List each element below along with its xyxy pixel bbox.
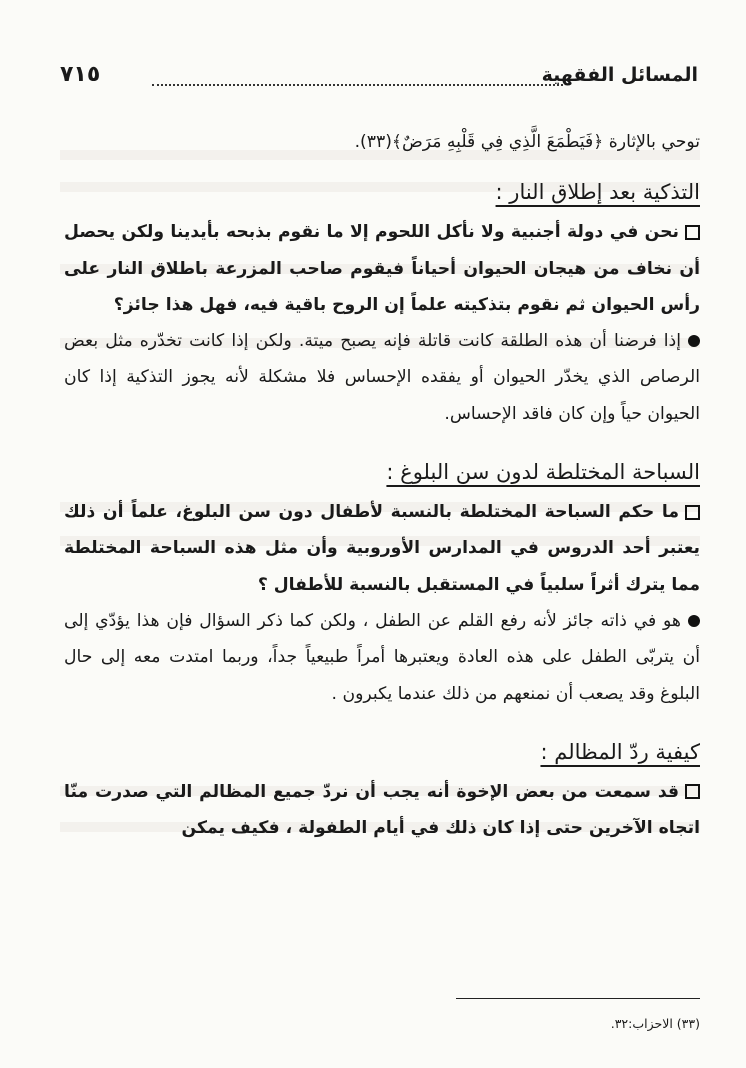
answer-paragraph: إذا فرضنا أن هذه الطلقة كانت قاتلة فإنه يصبح ميتة. ولكن إذا كانت تخدّره مثل بعض الرصاص الذي يخدّر الحيوان أو يفقده الإحساس فلا مشكلة لأنه يجوز التذكية إذا كان الحيوان حياً وإن كان فاقد الإحساس. [64, 331, 700, 424]
square-bullet-icon [685, 225, 700, 240]
page-header [60, 62, 698, 96]
section-heading: كيفية ردّ المظالم : [540, 739, 700, 764]
footnote: (٣٣) الاحزاب:٣٢. [610, 1016, 700, 1031]
square-bullet-icon [685, 784, 700, 799]
dotted-leader [152, 84, 563, 86]
header-title: المسائل الفقهية [541, 64, 698, 86]
page-number: ٧١٥ [60, 62, 101, 87]
main-text [64, 124, 700, 846]
answer-paragraph: هو في ذاته جائز لأنه رفع القلم عن الطفل ، ولكن كما ذكر السؤال فإن هذا يؤدّي إلى أن يتربّى الطفل على هذه العادة ويعتبرها أمراً طبيعياً جداً، وربما امتدت معه إلى حال البلوغ وقد يصعب أن نمنعهم من ذلك عندما يكبرون . [64, 610, 700, 704]
question-paragraph: نحن في دولة أجنبية ولا نأكل اللحوم إلا ما نقوم بذبحه بأيدينا ولكن يحصل أن نخاف من هيجان الحيوان أحياناً فيقوم صاحب المزرعة باطلاق النار على رأس الحيوان ثم نقوم بتذكيته علماً إن الروح باقية فيه، فهل هذا جائز؟ [64, 222, 700, 315]
section-heading: التذكية بعد إطلاق النار : [495, 180, 700, 205]
round-bullet-icon [688, 335, 700, 347]
square-bullet-icon [685, 505, 700, 520]
footnote-divider [456, 998, 700, 999]
round-bullet-icon [688, 615, 700, 627]
question-paragraph: قد سمعت من بعض الإخوة أنه يجب أن نردّ جميع المظالم التي صدرت منّا اتجاه الآخرين حتى إذا كان ذلك في أيام الطفولة ، فكيف يمكن [64, 781, 700, 839]
intro-line: توحي بالإثارة ﴿فَيَطْمَعَ الَّذِي فِي قَلْبِهِ مَرَضٌ﴾(٣٣). [354, 132, 700, 152]
question-paragraph: ما حكم السباحة المختلطة بالنسبة لأطفال دون سن البلوغ، علماً أن ذلك يعتبر أحد الدروس في المدارس الأوروبية وأن مثل هذه السباحة المختلطة مما يترك أثراً سلبياً في المستقبل بالنسبة للأطفال ؟ [64, 502, 700, 595]
section-heading: السباحة المختلطة لدون سن البلوغ : [386, 460, 700, 485]
